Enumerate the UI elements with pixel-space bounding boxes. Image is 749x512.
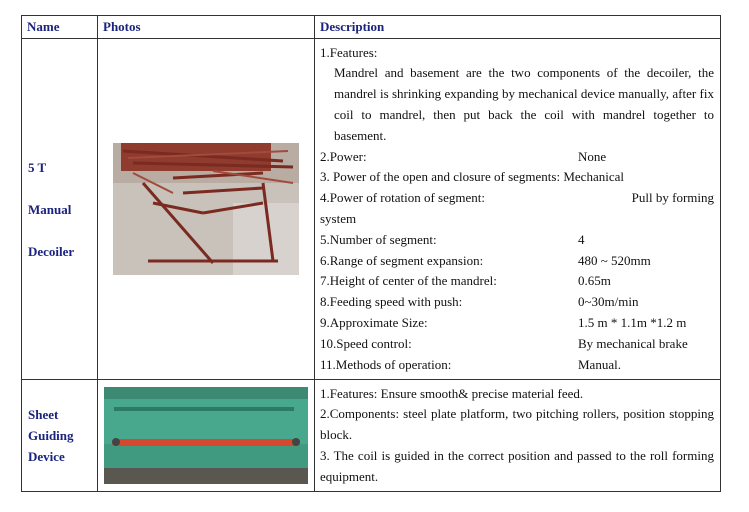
spec-line [320,251,714,272]
spec-line [320,147,714,168]
spec-line [320,292,714,313]
spec-line [320,188,714,209]
name-line: Device [28,449,65,464]
spec-key: 9.Approximate Size: [320,314,428,330]
spec-line [320,355,714,376]
spec-value: 4 [578,231,585,247]
name-line: Manual [28,201,72,217]
spec-key: 8.Feeding speed with push: [320,294,463,310]
spec-value: 1.5 m * 1.1m *1.2 m [578,314,687,330]
features-label: 1.Features: [320,44,378,60]
header-name: Name [22,16,98,39]
name-line: Sheet [28,407,59,422]
spec-value: Pull by forming [631,190,714,206]
table-row [22,39,721,380]
spec-line [320,167,714,188]
spec-key: 4.Power of rotation of segment: [320,190,485,206]
spec-key: 6.Range of segment expansion: [320,252,484,268]
header-row [22,16,721,39]
description-cell [315,380,721,492]
spec-value: Manual. [578,356,621,372]
spec-line [320,334,714,355]
spec-key: system [320,211,357,226]
table-row [22,380,721,492]
spec-key: 7.Height of center of the mandrel: [320,273,497,289]
features-text: Mandrel and basement are the two components of the decoiler, the mandrel is shrinking expanding by mechanical device manually, after fix coil to mandrel, then put back the coil with mandrel together to basement. [334,65,714,143]
spec-table [21,15,721,492]
name-line: 5 T [28,159,47,175]
spec-value: 480 ~ 520mm [578,252,651,268]
spec-value: By mechanical brake [578,335,688,351]
header-photos: Photos [98,16,315,39]
spec-line [320,209,714,230]
product-name [22,39,98,380]
spec-value: None [578,148,607,164]
spec-key: 10.Speed control: [320,335,412,351]
list-item: 3. The coil is guided in the correct position and passed to the roll forming equipment. [320,447,714,484]
spec-value: 0.65m [578,273,611,289]
spec-key: 11.Methods of operation: [320,356,452,372]
list-item: 1.Features: Ensure smooth& precise material feed. [320,385,584,401]
sheet-guiding-photo [104,387,308,484]
spec-key: 2.Power: [320,148,367,164]
name-line: Guiding [28,428,74,443]
spec-line [320,313,714,334]
spec-value: Mechanical [563,169,624,185]
spec-key: 5.Number of segment: [320,231,437,247]
spec-line [320,271,714,292]
spec-key: 3. Power of the open and closure of segments: [320,169,561,185]
photo-cell [98,39,315,380]
decoiler-photo [113,143,299,275]
product-name [22,380,98,492]
spec-line [320,230,714,251]
spec-value: 0~30m/min [578,294,639,310]
name-line: Decoiler [28,243,75,259]
description-cell [315,39,721,380]
photo-cell [98,380,315,492]
list-item: 2.Components: steel plate platform, two pitching rollers, position stopping block. [320,406,714,443]
header-description: Description [315,16,721,39]
